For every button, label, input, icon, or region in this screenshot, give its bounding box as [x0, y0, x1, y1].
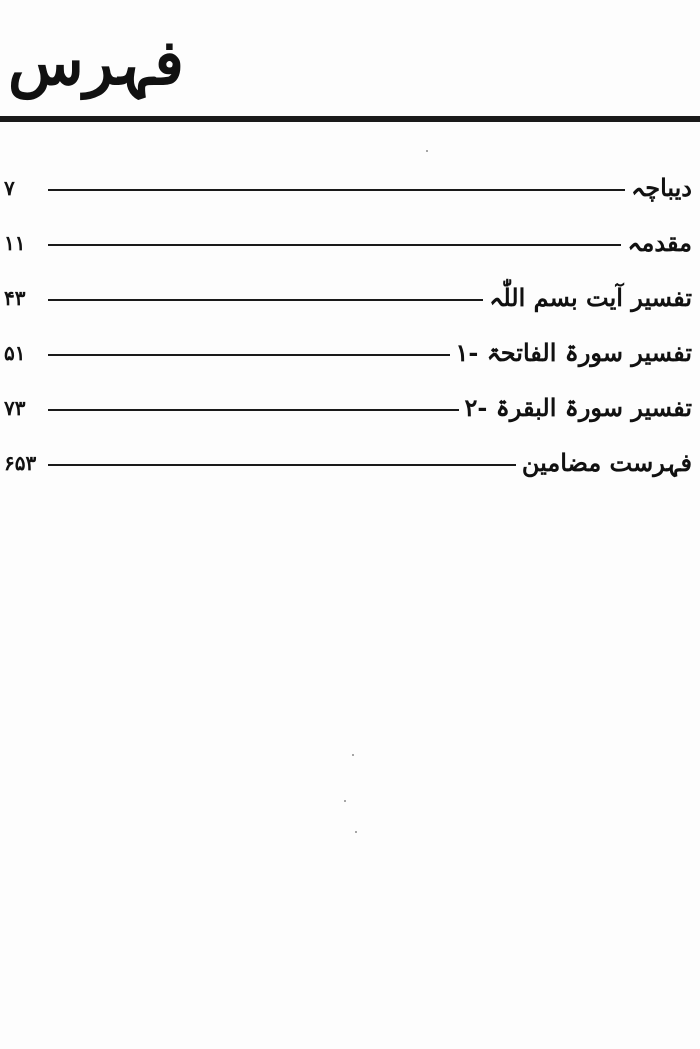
toc-entry-title: تفسیر سورۃ الفاتحۃ -۱	[455, 338, 692, 367]
toc-entry-title: مقدمہ	[627, 228, 692, 257]
toc-entry-page: ۷۳	[4, 395, 26, 420]
page-title: فہرس	[8, 26, 184, 99]
scan-speck	[355, 831, 357, 833]
scan-speck	[426, 150, 428, 152]
toc-entry-title: تفسیر آیت بسم اللّٰہ	[489, 283, 692, 312]
toc-entry-title: تفسیر سورۃ البقرۃ -۲	[464, 393, 692, 422]
toc-entry-page: ۴۳	[4, 285, 26, 310]
leader-line	[48, 409, 459, 411]
leader-line	[48, 464, 516, 466]
leader-line	[48, 354, 450, 356]
toc-entry-subject-index	[0, 435, 700, 490]
toc-entry-title: دیباچہ	[631, 173, 692, 202]
toc-entry-page: ۶۵۳	[4, 450, 37, 475]
toc-entry-page: ۵۱	[4, 340, 26, 365]
leader-line	[48, 299, 483, 301]
leader-line	[48, 189, 625, 191]
heading-divider	[0, 116, 700, 122]
toc-entry-bismillah	[0, 270, 700, 325]
toc-entry-baqarah	[0, 380, 700, 435]
toc-entry-page: ۷	[4, 175, 15, 200]
toc-entry-preface	[0, 160, 700, 215]
toc-entry-page: ۱۱	[4, 230, 26, 255]
toc-entry-title: فہرست مضامین	[521, 448, 692, 477]
leader-line	[48, 244, 621, 246]
scan-speck	[344, 800, 346, 802]
table-of-contents	[0, 160, 700, 490]
toc-entry-introduction	[0, 215, 700, 270]
scan-speck	[352, 754, 354, 756]
toc-entry-fatiha	[0, 325, 700, 380]
